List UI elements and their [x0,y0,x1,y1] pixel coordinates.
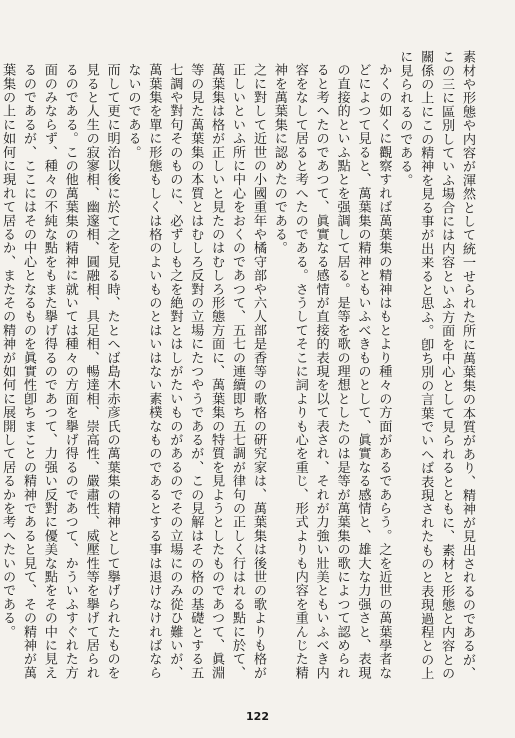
paragraph: 素材や形態や内容が渾然として統一せられた所に萬葉集の本質があり、精神が見出されるのであるが、この三に區別していふ場合には内容といふ方面を中心として見られるとともに、素材と形態と内容との關係の上にこの精神を見る事が出来ると思ふ。卽ち別の言葉でいへば表現されたものと表現過程との上に見られるのである。 [397,50,475,681]
paragraph: かくの如くに觀察すれば萬葉集の精神はもとより種々の方面があるであらう。之を近世の萬葉學者などによつて見ると、萬葉集の精神ともいふべきものとして、眞實なる感情と、雄大な力强さと、表現の直接的といふ點とを强調して居る。是等を歌の理想としたのは是等が萬葉集の歌によつて認められると考へたのであつて、眞實なる感情が直接的表現を以て表され、それが力強い壯美ともいふべき内容をなして居ると考へたのである。さうしてそこに詞よりも心を重じ、形式よりも内容を重んじた精神を萬葉集に認めたのである。 [271,63,392,680]
paragraph: 之に對して近世の小國重年や橘守部や六人部是香等の歌格の硏究家は、萬葉集は後世の歌よりも格が正しいといふ所に中心をおくのであつて、五七の連續即ち五七調が律句の正しく行はれる點に於て、萬葉集は格が正しいと見たのはむしろ形態方面に、萬葉集の特質を見ようとしたものであつて、眞淵等の見た萬葉集の本質とはむしろ反對の立場にたつやうであるが、この見解はその格の基礎とする五七調や對句そのものに、必ずしも之を絶對とはしがたいものがあるのでその立場にのみ從ひ難いが、萬葉集を單に形態もしくは格のよいものとはいはない素樸なものであるとする事は退けなければならないのである。 [125,63,266,680]
page-number: 122 [246,710,269,723]
paragraph: 而して更に明治以後に於て之を見る時、たとへば島木赤彦氏の萬葉集の精神として擧げられたものを見ると人生の寂寥相、幽邃相、圓融相、具足相、暢達相、崇高性、嚴肅性、威壓性等を擧げて居られるのである。この他萬葉集の精神に就いては種々の方面を擧げ得るのであつて、かういふすぐれた方面のみならず、種々の不純な點をもまた擧げ得るのであつて、力强い反對に優美な點をその中に見えるのであるが、ここにはその中心となるものを眞實性卽ちまことの精神であると見て、その精神が萬葉集の上に如何に現れて居るか、またその精神が如何に展開して居るかを考へたいのである。 [0,63,120,680]
vertical-text-body [0,50,477,690]
